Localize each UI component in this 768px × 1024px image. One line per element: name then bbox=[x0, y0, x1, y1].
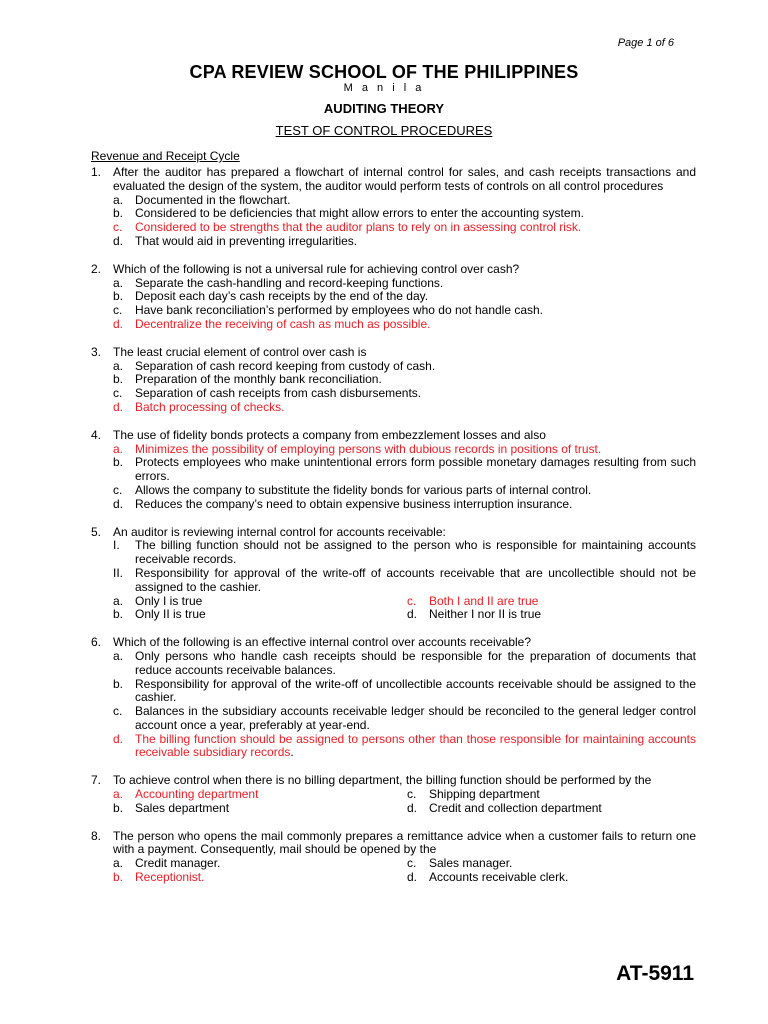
question-body bbox=[113, 166, 696, 249]
option-label: c. bbox=[407, 593, 417, 608]
question-stem: Which of the following is an effective internal control over accounts receivable? bbox=[113, 635, 532, 650]
option-b bbox=[113, 373, 696, 387]
option-label: a. bbox=[113, 275, 124, 290]
question-body bbox=[113, 830, 696, 885]
option-label: c. bbox=[113, 704, 123, 719]
option-label: b. bbox=[113, 206, 124, 221]
question-stem: The least crucial element of control over cash is bbox=[113, 344, 367, 359]
question-number: 8. bbox=[91, 828, 102, 843]
option-text: Allows the company to substitute the fidelity bonds for various parts of internal control. bbox=[135, 482, 592, 497]
option-b bbox=[113, 290, 696, 304]
option-text: Responsibility for approval of the write-off of uncollectible accounts receivable should be assigned to the cashier. bbox=[135, 676, 696, 705]
question-stem: The person who opens the mail commonly prepares a remittance advice when a customer fails to return one with a payment. Consequently, mail should be opened by the bbox=[113, 828, 696, 857]
option-b-answer bbox=[113, 871, 407, 885]
option-a-answer bbox=[113, 443, 696, 457]
question-number: 3. bbox=[91, 344, 102, 359]
option-d-answer bbox=[113, 318, 696, 332]
question-number: 7. bbox=[91, 773, 102, 788]
options-row bbox=[113, 802, 696, 816]
section-heading: Revenue and Receipt Cycle bbox=[91, 149, 240, 163]
option-text: Balances in the subsidiary accounts receivable ledger should be reconciled to the general ledger control account once a year, preferably at year-end. bbox=[135, 704, 696, 732]
option-text: Preparation of the monthly bank reconciliation. bbox=[135, 372, 382, 387]
question-body bbox=[113, 526, 696, 623]
subject-heading: AUDITING THEORY bbox=[323, 101, 445, 116]
question-number: 1. bbox=[91, 165, 102, 179]
option-text: Separate the cash-handling and record-keeping functions. bbox=[135, 275, 444, 290]
option-c bbox=[113, 387, 696, 401]
option-text: Decentralize the receiving of cash as much as possible. bbox=[135, 316, 431, 331]
questions-list bbox=[91, 166, 696, 899]
topic-heading: TEST OF CONTROL PROCEDURES bbox=[275, 123, 493, 138]
question-3 bbox=[91, 346, 696, 415]
option-c bbox=[113, 304, 696, 318]
option-d-answer bbox=[113, 733, 696, 761]
option-label: d. bbox=[113, 233, 124, 248]
city-subtitle: M a n i l a bbox=[343, 82, 425, 94]
option-text: Accounting department bbox=[135, 787, 259, 802]
option-label: a. bbox=[113, 358, 124, 373]
document-code: AT-5911 bbox=[616, 962, 694, 985]
option-b bbox=[113, 802, 407, 816]
option-label: c. bbox=[113, 220, 123, 235]
question-4 bbox=[91, 429, 696, 512]
option-label: d. bbox=[113, 316, 124, 331]
question-number: 6. bbox=[91, 635, 102, 650]
option-text: Documented in the flowchart. bbox=[135, 192, 291, 207]
option-a bbox=[113, 857, 407, 871]
statement-ii bbox=[113, 567, 696, 595]
option-text: Shipping department bbox=[429, 787, 540, 802]
option-label: b. bbox=[113, 870, 124, 885]
option-text: Sales department bbox=[135, 800, 230, 815]
option-d bbox=[407, 608, 696, 622]
options-row bbox=[113, 595, 696, 609]
option-a bbox=[113, 277, 696, 291]
page-number: Page 1 of 6 bbox=[617, 37, 674, 49]
option-text: Accounts receivable clerk. bbox=[429, 870, 569, 885]
statement-text: The billing function should not be assigned to the person who is responsible for maintaining accounts receivable records. bbox=[135, 538, 696, 567]
option-label: b. bbox=[113, 372, 124, 387]
option-label: d. bbox=[113, 399, 124, 414]
option-label: a. bbox=[113, 593, 124, 608]
option-label: c. bbox=[113, 482, 123, 497]
option-text: Deposit each day’s cash receipts by the end of the day. bbox=[135, 289, 429, 304]
question-stem: The use of fidelity bonds protects a company from embezzlement losses and also bbox=[113, 427, 546, 442]
option-text: Only I is true bbox=[135, 593, 203, 608]
question-stem: Which of the following is not a universal rule for achieving control over cash? bbox=[113, 261, 520, 276]
option-text: Considered to be deficiencies that might allow errors to enter the accounting system. bbox=[135, 206, 584, 221]
option-a bbox=[113, 360, 696, 374]
option-a bbox=[113, 194, 696, 208]
option-label: b. bbox=[113, 676, 124, 691]
question-stem: After the auditor has prepared a flowchart of internal control for sales, and cash receipts transactions and evaluated the design of the system, the auditor would perform tests of controls on all control procedures bbox=[113, 165, 696, 193]
option-a bbox=[113, 595, 407, 609]
option-text: Batch processing of checks. bbox=[135, 399, 285, 414]
option-b bbox=[113, 608, 407, 622]
question-1 bbox=[91, 166, 696, 249]
statement-label: I. bbox=[113, 538, 120, 553]
option-suffix: . bbox=[290, 745, 294, 760]
option-text: Both I and II are true bbox=[429, 593, 539, 608]
option-text-wrap bbox=[135, 733, 696, 761]
option-label: b. bbox=[113, 607, 124, 622]
question-6 bbox=[91, 636, 696, 760]
option-label: a. bbox=[113, 648, 124, 663]
option-b bbox=[113, 456, 696, 484]
option-label: b. bbox=[113, 289, 124, 304]
option-c bbox=[113, 705, 696, 733]
question-number: 4. bbox=[91, 427, 102, 442]
option-a-answer bbox=[113, 788, 407, 802]
question-body bbox=[113, 263, 696, 332]
option-label: b. bbox=[113, 800, 124, 815]
option-label: d. bbox=[407, 870, 418, 885]
question-8 bbox=[91, 830, 696, 885]
option-text: Only II is true bbox=[135, 607, 206, 622]
option-label: d. bbox=[407, 607, 418, 622]
question-2 bbox=[91, 263, 696, 332]
options-row bbox=[113, 608, 696, 622]
question-number: 2. bbox=[91, 261, 102, 276]
option-d bbox=[407, 871, 696, 885]
option-c-answer bbox=[407, 595, 696, 609]
statement-label: II. bbox=[113, 565, 124, 580]
option-label: c. bbox=[113, 386, 123, 401]
option-text: Separation of cash receipts from cash disbursements. bbox=[135, 386, 422, 401]
options-row bbox=[113, 871, 696, 885]
option-label: d. bbox=[113, 731, 124, 746]
options-row bbox=[113, 857, 696, 871]
option-label: d. bbox=[113, 496, 124, 511]
option-c bbox=[407, 788, 696, 802]
statement-i bbox=[113, 539, 696, 567]
option-b bbox=[113, 207, 696, 221]
school-title: CPA REVIEW SCHOOL OF THE PHILIPPINES bbox=[189, 62, 579, 82]
question-stem: To achieve control when there is no billing department, the billing function should be performed by the bbox=[113, 773, 652, 788]
option-c bbox=[407, 857, 696, 871]
option-text: Reduces the company’s need to obtain expensive business interruption insurance. bbox=[135, 496, 573, 511]
option-label: b. bbox=[113, 455, 124, 470]
question-body bbox=[113, 429, 696, 512]
question-body bbox=[113, 636, 696, 760]
options-row bbox=[113, 788, 696, 802]
question-5 bbox=[91, 526, 696, 623]
option-text: Neither I nor II is true bbox=[429, 607, 542, 622]
question-body bbox=[113, 774, 696, 815]
option-text: Credit manager. bbox=[135, 856, 221, 871]
question-body bbox=[113, 346, 696, 415]
option-c-answer bbox=[113, 221, 696, 235]
option-label: c. bbox=[407, 856, 417, 871]
option-text: Sales manager. bbox=[429, 856, 513, 871]
option-label: a. bbox=[113, 856, 124, 871]
option-c bbox=[113, 484, 696, 498]
option-text: Credit and collection department bbox=[429, 800, 602, 815]
question-stem: An auditor is reviewing internal control for accounts receivable: bbox=[113, 524, 446, 539]
option-text: Considered to be strengths that the auditor plans to rely on in assessing control risk. bbox=[135, 220, 582, 235]
option-a bbox=[113, 650, 696, 678]
option-label: d. bbox=[407, 800, 418, 815]
option-label: c. bbox=[113, 303, 123, 318]
option-text: Separation of cash record keeping from custody of cash. bbox=[135, 358, 436, 373]
statement-text: Responsibility for approval of the write-off of accounts receivable that are uncollectible should not be assigned to the cashier. bbox=[135, 565, 696, 594]
option-d bbox=[113, 235, 696, 249]
option-label: c. bbox=[407, 787, 417, 802]
option-text: Receptionist. bbox=[135, 870, 205, 885]
question-7 bbox=[91, 774, 696, 815]
option-text: Only persons who handle cash receipts should be responsible for the preparation of documents that reduce accounts receivable balances. bbox=[135, 648, 696, 677]
option-label: a. bbox=[113, 787, 124, 802]
option-text: Minimizes the possibility of employing persons with dubious records in positions of trust. bbox=[135, 441, 602, 456]
option-label: a. bbox=[113, 192, 124, 207]
option-d bbox=[407, 802, 696, 816]
option-text: The billing function should be assigned to persons other than those responsible for maintaining accounts receivable subsidiary records bbox=[135, 731, 696, 760]
option-label: a. bbox=[113, 441, 124, 456]
option-d bbox=[113, 498, 696, 512]
question-number: 5. bbox=[91, 524, 102, 539]
option-b bbox=[113, 678, 696, 706]
option-text: That would aid in preventing irregularities. bbox=[135, 233, 358, 248]
option-text: Have bank reconciliation’s performed by employees who do not handle cash. bbox=[135, 303, 544, 318]
option-text: Protects employees who make unintentional errors form possible monetary damages resulting from such errors. bbox=[135, 455, 696, 484]
option-d-answer bbox=[113, 401, 696, 415]
